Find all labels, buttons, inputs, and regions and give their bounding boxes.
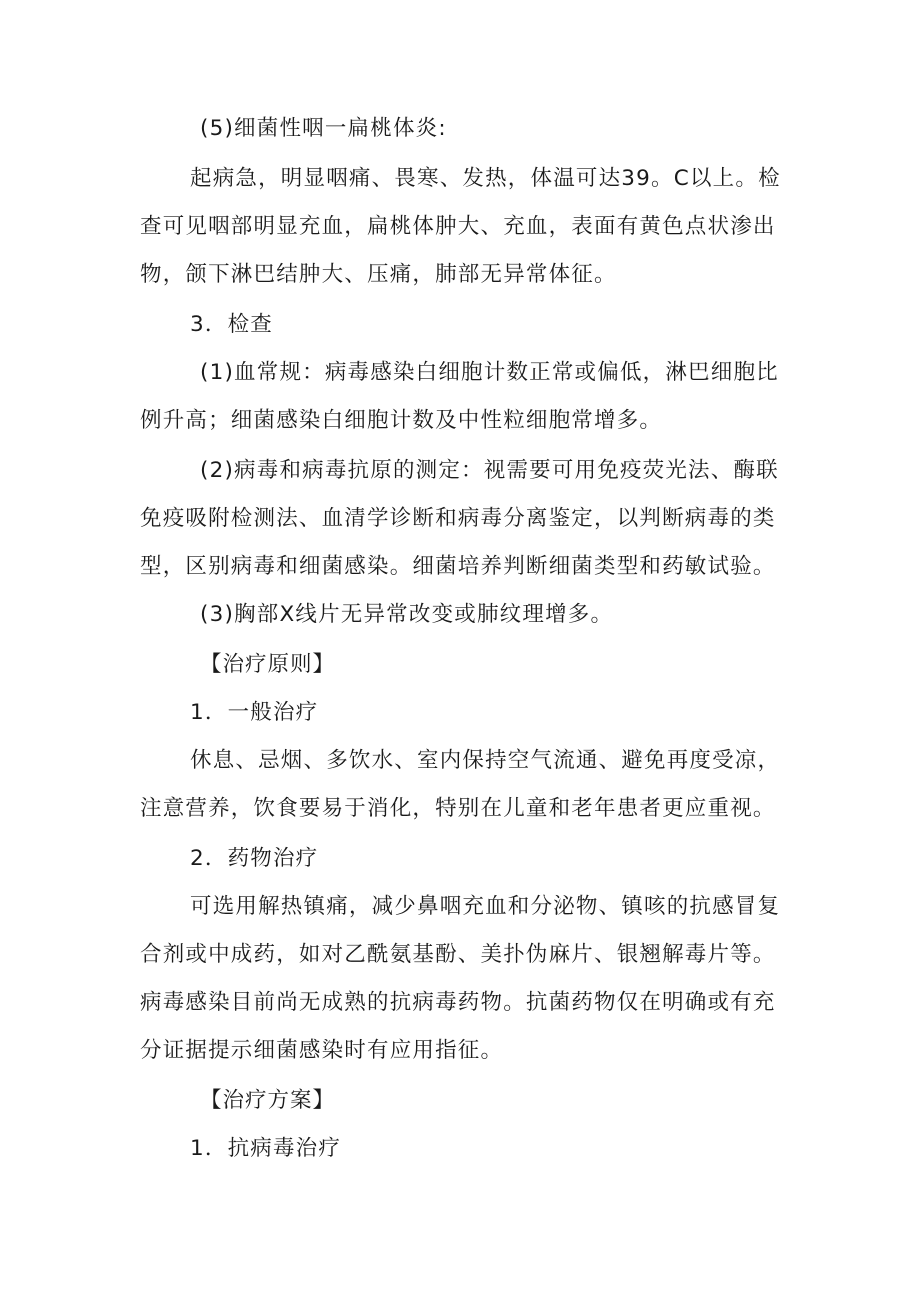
paragraph-line: 病毒感染目前尚无成熟的抗病毒药物。抗菌药物仅在明确或有充: [140, 990, 776, 1015]
section-title-bacterial-tonsillitis: (5)细菌性咽一扁桃体炎:: [200, 116, 447, 141]
subheading-antiviral-treatment: 1．抗病毒治疗: [190, 1136, 342, 1161]
paragraph-line: (2)病毒和病毒抗原的测定：视需要可用免疫荧光法、酶联: [200, 458, 779, 483]
paragraph-line: 起病急，明显咽痛、畏寒、发热，体温可达39。C以上。检: [190, 166, 781, 191]
paragraph-line: 合剂或中成药，如对乙酰氨基酚、美扑伪麻片、银翘解毒片等。: [140, 942, 776, 967]
paragraph-line: 分证据提示细菌感染时有应用指征。: [140, 1038, 504, 1063]
subheading-general-treatment: 1．一般治疗: [190, 700, 319, 725]
heading-treatment-plan: 【治疗方案】: [200, 1088, 336, 1113]
paragraph-line: (3)胸部X线片无异常改变或肺纹理增多。: [200, 602, 614, 627]
heading-treatment-principle: 【治疗原则】: [200, 652, 336, 677]
subheading-drug-treatment: 2．药物治疗: [190, 846, 319, 871]
paragraph-line: 休息、忌烟、多饮水、室内保持空气流通、避免再度受凉，: [190, 748, 781, 773]
paragraph-line: 物，颌下淋巴结肿大、压痛，肺部无异常体征。: [140, 262, 617, 287]
paragraph-line: (1)血常规：病毒感染白细胞计数正常或偏低，淋巴细胞比: [200, 360, 779, 385]
section-title-examination: 3．检查: [190, 312, 273, 337]
paragraph-line: 注意营养，饮食要易于消化，特别在儿童和老年患者更应重视。: [140, 796, 776, 821]
paragraph-line: 免疫吸附检测法、血清学诊断和病毒分离鉴定，以判断病毒的类: [140, 506, 776, 531]
paragraph-line: 型，区别病毒和细菌感染。细菌培养判断细菌类型和药敏试验。: [140, 554, 776, 579]
paragraph-line: 例升高；细菌感染白细胞计数及中性粒细胞常增多。: [140, 408, 663, 433]
paragraph-line: 可选用解热镇痛，减少鼻咽充血和分泌物、镇咳的抗感冒复: [190, 894, 781, 919]
paragraph-line: 查可见咽部明显充血，扁桃体肿大、充血，表面有黄色点状渗出: [140, 214, 776, 239]
